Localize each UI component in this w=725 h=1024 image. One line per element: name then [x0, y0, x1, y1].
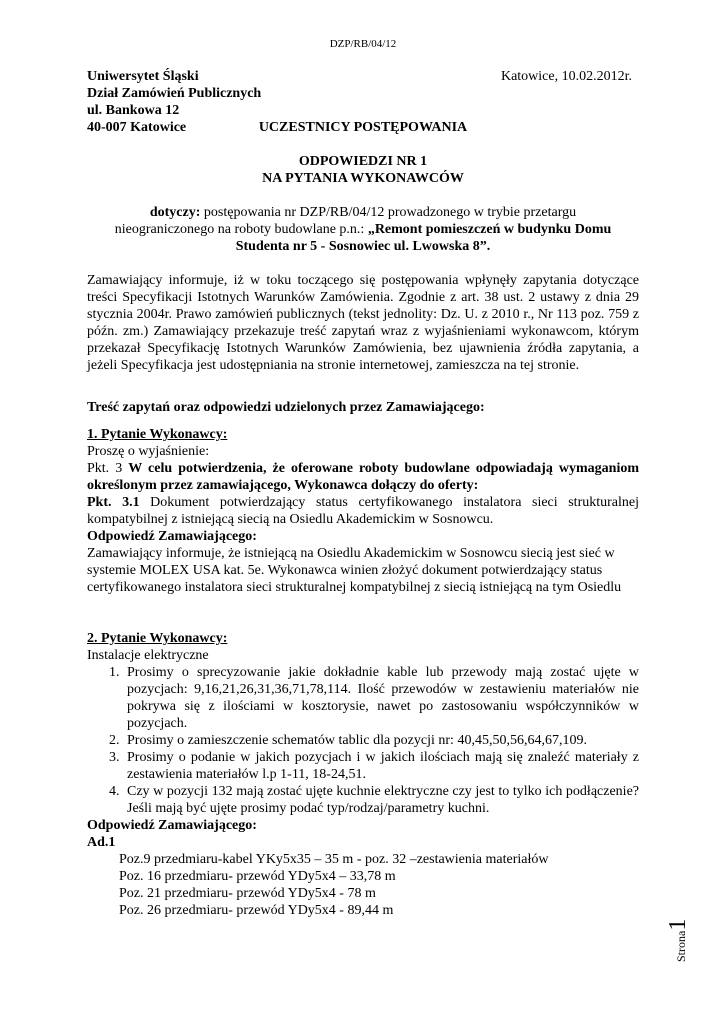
pkt3-paragraph	[87, 460, 639, 494]
pkt3-text: W celu potwierdzenia, że oferowane roboty budowlane odpowiadają wymaganiom określonym przez zamawiającego, Wykonawca dołączy do oferty:	[87, 461, 639, 493]
answer-label: Odpowiedź Zamawiającego:	[87, 529, 257, 544]
title-questions: NA PYTANIA WYKONAWCÓW	[262, 171, 464, 186]
question-2	[87, 630, 639, 919]
section-title: Treść zapytań oraz odpowiedzi udzielonych przez Zamawiającego:	[87, 400, 485, 415]
concerns-subject: „Remont pomieszczeń w budynku Domu Studenta nr 5 - Sosnowiec ul. Lwowska 8”.	[235, 222, 612, 254]
question-1	[87, 426, 639, 596]
intro-paragraph: Zamawiający informuje, iż w toku toczącego się postępowania wpłynęły zapytania dotyczące treści Specyfikacji Istotnych Warunków Zamówienia. Zgodnie z art. 38 ust. 2 ustawy z dnia 29 stycznia 2004r. Prawo zamówień publicznych (tekst jednolity: Dz. U. z 2010 r., Nr 113 poz. 759 z późn. zm.) Zamawiający przekazuje treść zapytań wraz z wyjaśnieniami wykonawcom, którym przekazał Specyfikację Istotnych Warunków Zamówienia, bez ujawnienia źródła zapytania, a jeżeli Specyfikacja jest udostępniania na stronie internetowej, zamieszcza na tej stronie.	[87, 273, 639, 373]
list-item: 4. Czy w pozycji 132 mają zostać ujęte kuchnie elektryczne czy jest to tylko ich podłączenie? Jeśli mają być ujęte prosimy podać typ/rodzaj/parametry kuchni.	[123, 783, 639, 817]
page-num: 1	[665, 918, 691, 931]
answer-line: Poz. 21 przedmiaru- przewód YDy5x4 - 78 m	[119, 886, 376, 901]
answer-text: Zamawiający informuje, że istniejącą na Osiedlu Akademickim w Sosnowcu siecią jest sieć w systemie MOLEX USA kat. 5e. Wykonawca winien złożyć dokument potwierdzający status certyfikowanego instalatora sieci strukturalnej kompatybilnej z siecią istniejącą na tym Osiedlu	[87, 546, 622, 595]
address-line: 40-007 Katowice	[87, 120, 187, 135]
pkt31-paragraph	[87, 494, 639, 528]
pkt3-label: Pkt. 3	[87, 461, 129, 476]
list-item: 1. Prosimy o sprecyzowanie jakie dokładnie kable lub przewody mają zostać ujęte w pozycjach: 9,16,21,26,31,36,71,78,114. Ilość przewodów w zestawieniu materiałów nie pokrywa się z ilościami w kosztorysie, nawet po zastosowaniu współczynników w pozycjach.	[123, 664, 639, 732]
list-item: 3. Prosimy o podanie w jakich pozycjach i w jakich ilościach mają się znaleźć materiały z zestawienia materiałów l.p 1-11, 18-24,51.	[123, 749, 639, 783]
pkt31-label: Pkt. 3.1	[87, 495, 140, 510]
pkt31-text: Dokument potwierdzający status certyfikowanego instalatora sieci strukturalnej kompatybilnej z istniejącą siecią na Osiedlu Akademickim w Sosnowcu.	[87, 495, 639, 527]
reference-number: DZP/RB/04/12	[329, 38, 397, 50]
answer-ad: Ad.1	[87, 835, 116, 850]
question-line: Instalacje elektryczne	[87, 648, 209, 663]
list-item: 2. Prosimy o zamieszczenie schematów tablic dla pozycji nr: 40,45,50,56,64,67,109.	[123, 732, 639, 749]
concerns-text: postępowania nr DZP/RB/04/12 prowadzonego w trybie przetargu nieograniczonego na roboty budowlane p.n.:	[114, 205, 577, 237]
answer-line: Poz.9 przedmiaru-kabel YKy5x35 – 35 m - poz. 32 –zestawienia materiałów	[119, 852, 549, 867]
question-list	[87, 664, 639, 817]
question-heading: 1. Pytanie Wykonawcy:	[87, 427, 228, 442]
page-label: Strona	[674, 930, 688, 962]
address-line: Dział Zamówień Publicznych	[87, 86, 262, 101]
concerns-paragraph	[87, 204, 639, 255]
address-line: Uniwersytet Śląski	[87, 69, 199, 84]
concerns-label: dotyczy:	[149, 205, 201, 220]
question-heading: 2. Pytanie Wykonawcy:	[87, 631, 228, 646]
page-number-margin	[665, 898, 710, 968]
title-answers: ODPOWIEDZI NR 1	[298, 154, 428, 169]
answer-line: Poz. 26 przedmiaru- przewód YDy5x4 - 89,44 m	[119, 903, 394, 918]
answer-line: Poz. 16 przedmiaru- przewód YDy5x4 – 33,78 m	[119, 869, 396, 884]
header	[87, 68, 639, 136]
title-participants: UCZESTNICY POSTĘPOWANIA	[258, 120, 468, 135]
page-number	[665, 918, 691, 962]
document-date: Katowice, 10.02.2012r.	[500, 69, 632, 84]
question-line: Proszę o wyjaśnienie:	[87, 444, 210, 459]
answer-label: Odpowiedź Zamawiającego:	[87, 818, 257, 833]
document-page	[87, 38, 639, 919]
address-line: ul. Bankowa 12	[87, 103, 180, 118]
